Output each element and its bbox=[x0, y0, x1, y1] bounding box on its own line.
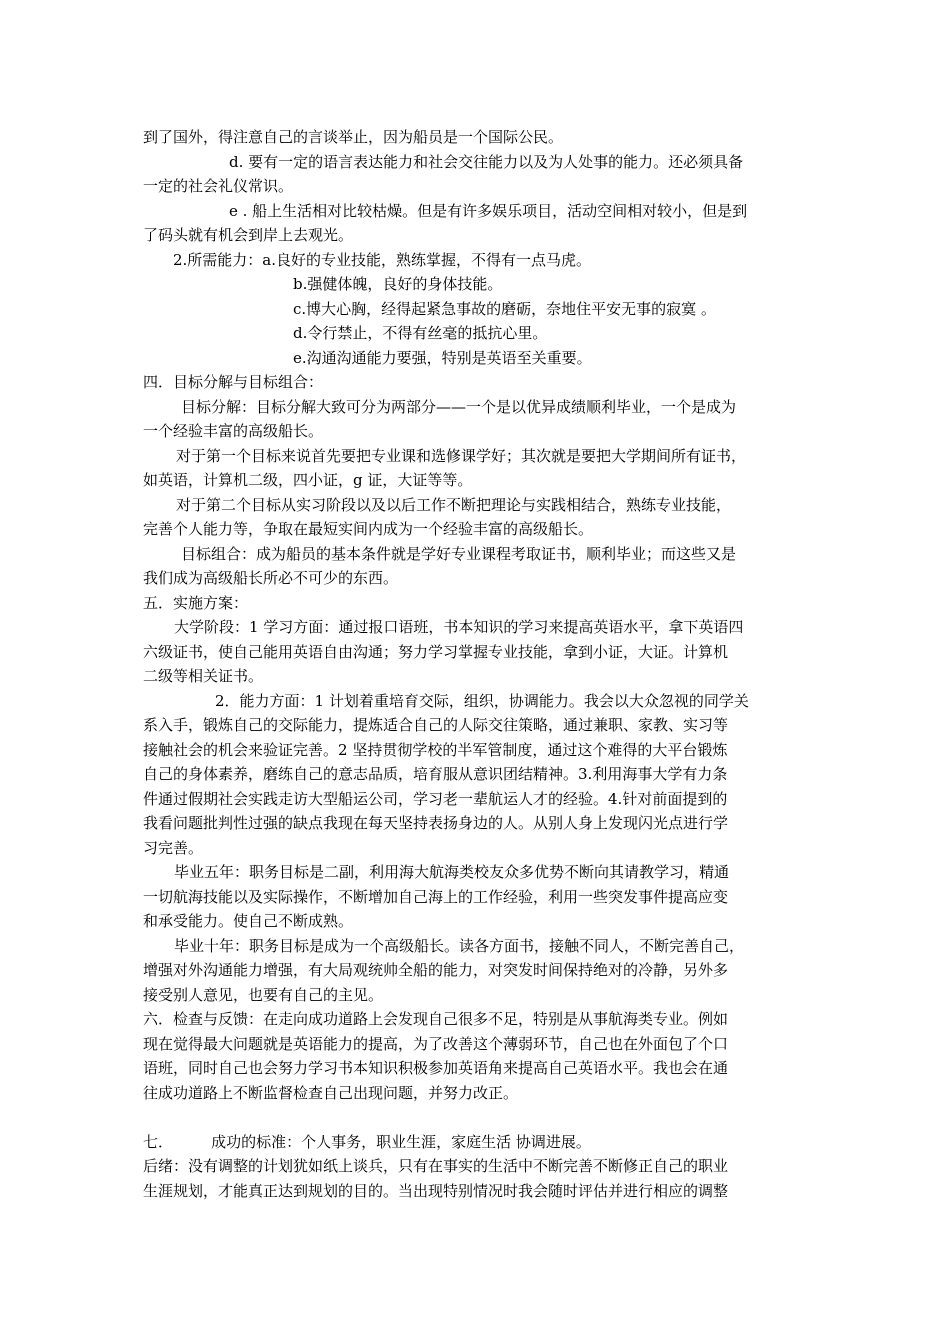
text-line: 完善个人能力等，争取在最短实间内成为一个经验丰富的高级船长。 bbox=[143, 520, 594, 538]
text-line: 件通过假期社会实践走访大型船运公司，学习老一辈航运人才的经验。4.针对前面提到的 bbox=[143, 790, 728, 808]
text-line: 现在觉得最大问题就是英语能力的提高，为了改善这个薄弱环节，自己也在外面包了个口 bbox=[143, 1035, 729, 1053]
text-line: 一定的社会礼仪常识。 bbox=[143, 177, 294, 195]
section-heading: 五．实施方案： bbox=[143, 594, 249, 612]
text-line: 一切航海技能以及实际操作，不断增加自己海上的工作经验，利用一些突发事件提高应变 bbox=[143, 888, 729, 906]
text-line: e . 船上生活相对比较枯燥。但是有许多娱乐项目，活动空间相对较小，但是到 bbox=[229, 202, 748, 220]
section-heading: 四．目标分解与目标组合： bbox=[143, 373, 324, 391]
text-line: b.强健体魄，良好的身体技能。 bbox=[293, 275, 503, 293]
text-line: 系入手，锻炼自己的交际能力，提炼适合自己的人际交往策略，通过兼职、家教、实习等 bbox=[143, 716, 729, 734]
text-line: 生涯规划，才能真正达到规划的目的。当出现特别情况时我会随时评估并进行相应的调整 bbox=[143, 1182, 729, 1200]
text-line: 我看问题批判性过强的缺点我现在每天坚持表扬身边的人。从别人身上发现闪光点进行学 bbox=[143, 814, 729, 832]
text-line: 接受别人意见，也要有自己的主见。 bbox=[143, 986, 384, 1004]
text-line: 我们成为高级船长所必不可少的东西。 bbox=[143, 569, 399, 587]
section-heading: 六．检查与反馈：在走向成功道路上会发现自己很多不足，特别是从事航海类专业。例如 bbox=[143, 1010, 729, 1028]
text-line: 和承受能力。使自己不断成熟。 bbox=[143, 912, 354, 930]
text-line: 2．能力方面：1 计划着重培育交际，组织，协调能力。我会以大众忽视的同学关 bbox=[215, 692, 749, 710]
text-line: 习完善。 bbox=[143, 839, 204, 857]
text-line: 对于第一个目标来说首先要把专业课和选修课学好；其次就是要把大学期间所有证书， bbox=[176, 447, 747, 465]
text-line: 毕业十年：职务目标是成为一个高级船长。读各方面书，接触不同人，不断完善自己， bbox=[174, 937, 745, 955]
text-line: 目标分解：目标分解大致可分为两部分——一个是以优异成绩顺利毕业，一个是成为 bbox=[181, 398, 737, 416]
text-line: 如英语，计算机二级，四小证，g 证，大证等等。 bbox=[143, 471, 473, 489]
text-line: d. 要有一定的语言表达能力和社会交往能力以及为人处事的能力。还必须具备 bbox=[229, 153, 744, 171]
text-line: 自己的身体素养，磨练自己的意志品质，培育服从意识团结精神。3.利用海事大学有力条 bbox=[143, 765, 728, 783]
section-heading: 七． 成功的标准：个人事务，职业生涯，家庭生活 协调进展。 bbox=[143, 1133, 591, 1151]
text-line: 接触社会的机会来验证完善。2 坚持贯彻学校的半军管制度，通过这个难得的大平台锻炼 bbox=[143, 741, 728, 759]
text-line: 对于第二个目标从实习阶段以及以后工作不断把理论与实践相结合，熟练专业技能， bbox=[176, 496, 732, 514]
text-line: 大学阶段：1 学习方面：通过报口语班，书本知识的学习来提高英语水平，拿下英语四 bbox=[174, 618, 744, 636]
text-line: 六级证书，使自己能用英语自由沟通；努力学习掌握专业技能，拿到小证，大证。计算机 bbox=[143, 643, 729, 661]
text-line: 2.所需能力：a.良好的专业技能，熟练掌握，不得有一点马虎。 bbox=[173, 251, 592, 269]
text-line: 毕业五年：职务目标是二副，利用海大航海类校友众多优势不断向其请教学习，精通 bbox=[174, 863, 730, 881]
text-line: c.博大心胸，经得起紧急事故的磨砺，奈地住平安无事的寂寞 。 bbox=[293, 300, 716, 318]
text-line: 往成功道路上不断监督检查自己出现问题，并努力改正。 bbox=[143, 1084, 519, 1102]
text-line: 增强对外沟通能力增强，有大局观统帅全船的能力，对突发时间保持绝对的冷静，另外多 bbox=[143, 961, 729, 979]
text-line: 一个经验丰富的高级船长。 bbox=[143, 422, 324, 440]
text-line: 二级等相关证书。 bbox=[143, 667, 264, 685]
text-line: 到了国外，得注意自己的言谈举止，因为船员是一个国际公民。 bbox=[143, 128, 564, 146]
text-line: e.沟通沟通能力要强，特别是英语至关重要。 bbox=[293, 349, 592, 367]
text-line: d.令行禁止，不得有丝毫的抵抗心里。 bbox=[293, 324, 548, 342]
text-line: 目标组合：成为船员的基本条件就是学好专业课程考取证书，顺利毕业；而这些又是 bbox=[181, 545, 737, 563]
text-line: 了码头就有机会到岸上去观光。 bbox=[143, 226, 354, 244]
text-line: 语班，同时自己也会努力学习书本知识积极参加英语角来提高自己英语水平。我也会在通 bbox=[143, 1059, 729, 1077]
text-line: 后绪：没有调整的计划犹如纸上谈兵，只有在事实的生活中不断完善不断修正自己的职业 bbox=[143, 1157, 729, 1175]
